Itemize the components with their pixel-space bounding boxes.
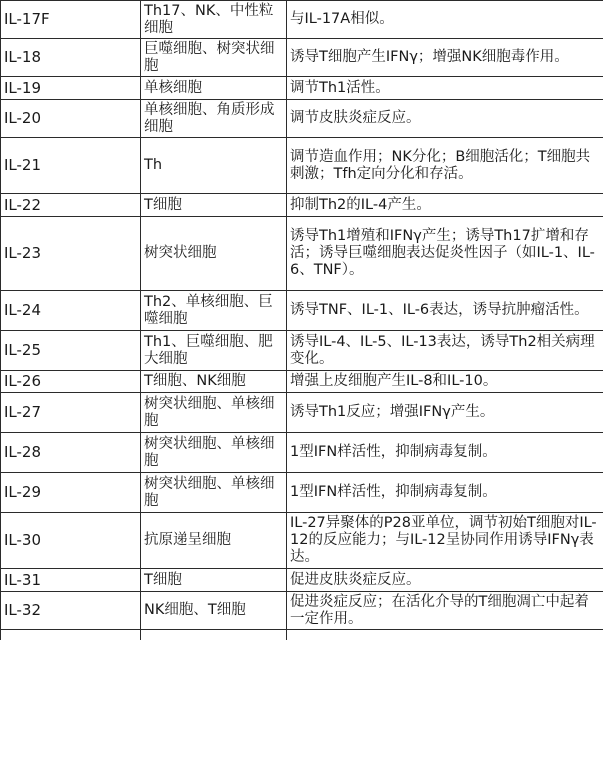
producing-cells-cell: T细胞 bbox=[141, 569, 287, 592]
il-name-cell: IL-28 bbox=[1, 433, 141, 473]
producing-cells-cell: 抗原递呈细胞 bbox=[141, 513, 287, 569]
producing-cells-cell: 单核细胞 bbox=[141, 77, 287, 100]
table-row bbox=[1, 433, 603, 473]
table-row bbox=[1, 393, 603, 433]
producing-cells-cell: Th bbox=[141, 138, 287, 194]
il-name-cell: IL-21 bbox=[1, 138, 141, 194]
il-name-cell: IL-30 bbox=[1, 513, 141, 569]
function-cell: 诱导T细胞产生IFNγ；增强NK细胞毒作用。 bbox=[287, 39, 603, 77]
producing-cells-cell: T细胞、NK细胞 bbox=[141, 371, 287, 393]
table-row bbox=[1, 569, 603, 592]
function-cell: 诱导IL-4、IL-5、IL-13表达，诱导Th2相关病理变化。 bbox=[287, 331, 603, 371]
function-cell: 调节皮肤炎症反应。 bbox=[287, 100, 603, 138]
function-cell: 促进炎症反应；在活化介导的T细胞凋亡中起着一定作用。 bbox=[287, 592, 603, 630]
function-cell: 调节Th1活性。 bbox=[287, 77, 603, 100]
table-row bbox=[1, 1, 603, 39]
il-name-cell: IL-26 bbox=[1, 371, 141, 393]
function-cell: 增强上皮细胞产生IL-8和IL-10。 bbox=[287, 371, 603, 393]
il-name-cell: IL-19 bbox=[1, 77, 141, 100]
producing-cells-cell: T细胞 bbox=[141, 194, 287, 217]
function-cell: 诱导Th1反应；增强IFNγ产生。 bbox=[287, 393, 603, 433]
table-row bbox=[1, 592, 603, 630]
function-cell: 诱导Th1增殖和IFNγ产生；诱导Th17扩增和存活；诱导巨噬细胞表达促炎性因子（如IL-1、IL-6、TNF）。 bbox=[287, 217, 603, 291]
producing-cells-cell: 树突状细胞、单核细胞 bbox=[141, 473, 287, 513]
il-name-cell: IL-24 bbox=[1, 291, 141, 331]
function-cell: 抑制Th2的IL-4产生。 bbox=[287, 194, 603, 217]
table-row bbox=[1, 39, 603, 77]
il-name-cell: IL-29 bbox=[1, 473, 141, 513]
table-row bbox=[1, 291, 603, 331]
table-row bbox=[1, 371, 603, 393]
function-cell: 促进皮肤炎症反应。 bbox=[287, 569, 603, 592]
il-name-cell: IL-27 bbox=[1, 393, 141, 433]
producing-cells-cell: 单核细胞、角质形成细胞 bbox=[141, 100, 287, 138]
il-name-cell: IL-22 bbox=[1, 194, 141, 217]
il-name-cell: IL-23 bbox=[1, 217, 141, 291]
producing-cells-cell: Th2、单核细胞、巨噬细胞 bbox=[141, 291, 287, 331]
il-name-cell: IL-20 bbox=[1, 100, 141, 138]
function-cell: 调节造血作用；NK分化；B细胞活化；T细胞共刺激；Tfh定向分化和存活。 bbox=[287, 138, 603, 194]
table-row bbox=[1, 194, 603, 217]
table-row bbox=[1, 217, 603, 291]
il-name-cell: IL-25 bbox=[1, 331, 141, 371]
function-cell: 与IL-17A相似。 bbox=[287, 1, 603, 39]
table-row-cut-bottom bbox=[1, 630, 603, 641]
function-cell: 1型IFN样活性，抑制病毒复制。 bbox=[287, 473, 603, 513]
table-row bbox=[1, 331, 603, 371]
producing-cells-cell: NK细胞、T细胞 bbox=[141, 592, 287, 630]
producing-cells-cell: 树突状细胞、单核细胞 bbox=[141, 393, 287, 433]
il-name-cell: IL-18 bbox=[1, 39, 141, 77]
table-row bbox=[1, 138, 603, 194]
function-cell: 1型IFN样活性，抑制病毒复制。 bbox=[287, 433, 603, 473]
producing-cells-cell: 巨噬细胞、树突状细胞 bbox=[141, 39, 287, 77]
producing-cells-cell: 树突状细胞 bbox=[141, 217, 287, 291]
function-cell: IL-27异聚体的P28亚单位，调节初始T细胞对IL-12的反应能力；与IL-12呈协同作用诱导IFNγ表达。 bbox=[287, 513, 603, 569]
table-row bbox=[1, 513, 603, 569]
table-row bbox=[1, 100, 603, 138]
table-row bbox=[1, 473, 603, 513]
producing-cells-cell: Th1、巨噬细胞、肥大细胞 bbox=[141, 331, 287, 371]
il-name-cell: IL-32 bbox=[1, 592, 141, 630]
function-cell: 诱导TNF、IL-1、IL-6表达，诱导抗肿瘤活性。 bbox=[287, 291, 603, 331]
il-name-cell: IL-17F bbox=[1, 1, 141, 39]
cytokine-table-body bbox=[1, 0, 603, 640]
table-row bbox=[1, 77, 603, 100]
il-name-cell: IL-31 bbox=[1, 569, 141, 592]
producing-cells-cell: Th17、NK、中性粒细胞 bbox=[141, 1, 287, 39]
producing-cells-cell: 树突状细胞、单核细胞 bbox=[141, 433, 287, 473]
